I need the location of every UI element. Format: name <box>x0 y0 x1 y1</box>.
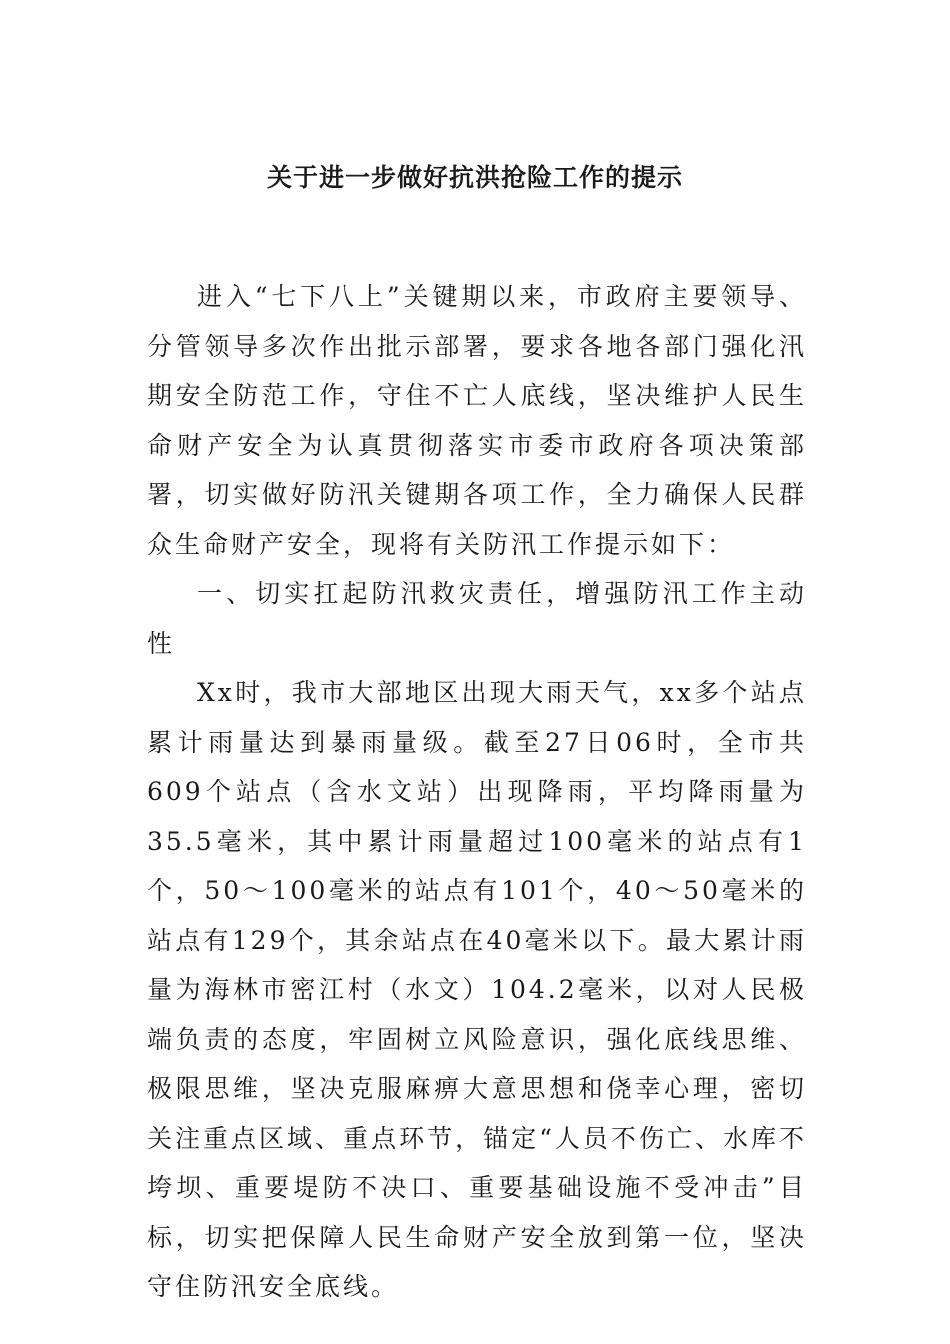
intro-paragraph: 进入“七下八上”关键期以来，市政府主要领导、分管领导多次作出批示部署，要求各地各部门强化汛期安全防范工作，守住不亡人底线，坚决维护人民生命财产安全为认真贯彻落实市委市政府各项决策部署，切实做好防汛关键期各项工作，全力确保人民群众生命财产安全，现将有关防汛工作提示如下： <box>147 282 807 559</box>
section-heading: 一、切实扛起防汛救灾责任，增强防汛工作主动性 <box>147 579 807 658</box>
document-body <box>147 272 807 1312</box>
rainfall-paragraph: Xx时，我市大部地区出现大雨天气，xx多个站点累计雨量达到暴雨量级。截至27日06时，全市共609个站点（含水文站）出现降雨，平均降雨量为35.5毫米，其中累计雨量超过100毫米的站点有1个，50～100毫米的站点有101个，40～50毫米的站点有129个，其余站点在40毫米以下。最大累计雨量为海林市密江村（水文）104.2毫米，以对人民极端负责的态度，牢固树立风险意识，强化底线思维、极限思维，坚决克服麻痹大意思想和侥幸心理，密切关注重点区域、重点环节，锚定“人员不伤亡、水库不垮坝、重要堤防不决口、重要基础设施不受冲击”目标，切实把保障人民生命财产安全放到第一位，坚决守住防汛安全底线。 <box>147 678 807 1301</box>
document-title: 关于进一步做好抗洪抢险工作的提示 <box>266 163 683 192</box>
